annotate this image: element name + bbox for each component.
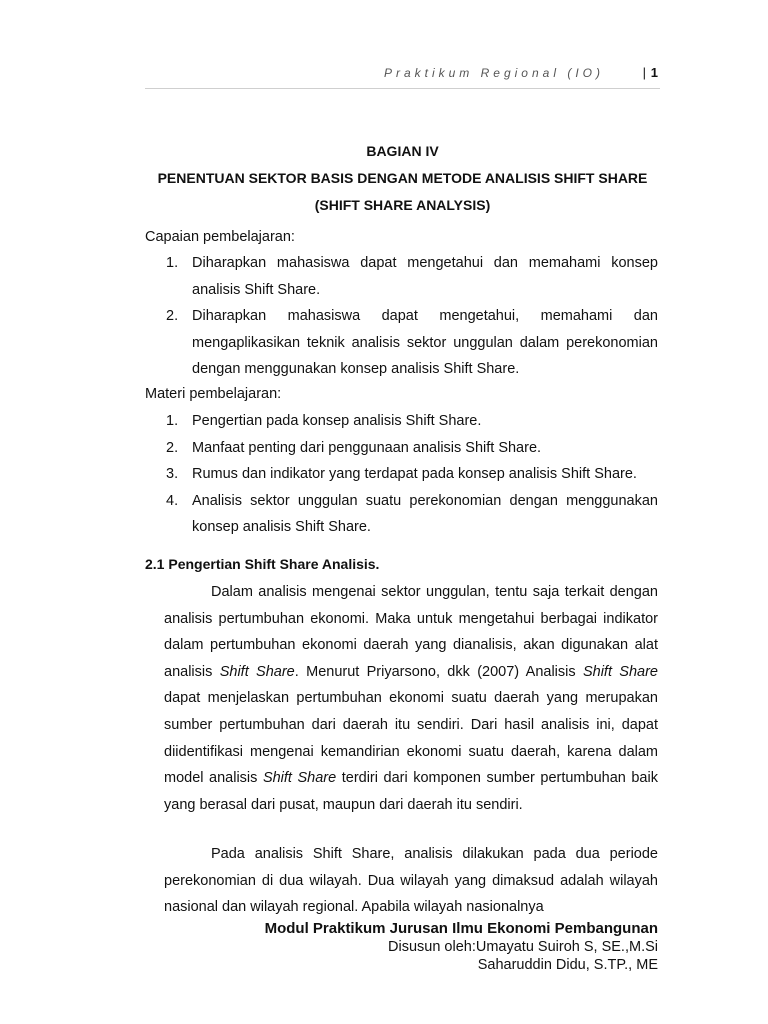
header-separator: | <box>642 65 646 80</box>
list-number: 1. <box>166 255 179 271</box>
list-item <box>166 408 658 435</box>
italic-term: Shift Share <box>582 663 658 680</box>
chapter-title-block <box>145 138 660 219</box>
materi-list <box>166 408 658 541</box>
list-text: Pengertian pada konsep analisis Shift Share. <box>192 413 482 429</box>
materi-label: Materi pembelajaran: <box>145 386 282 402</box>
header-title: Praktikum Regional (IO) <box>383 66 604 80</box>
list-number: 2. <box>166 439 179 456</box>
page-number: 1 <box>650 65 658 80</box>
page-header <box>145 66 660 89</box>
paragraph-2: Pada analisis Shift Share, analisis dilakukan pada dua periode perekonomian di dua wilayah. Dua wilayah yang dimaksud adalah wilayah nasional dan wilayah regional. Apabila wilayah nasionalnya <box>164 846 658 916</box>
list-item <box>166 303 658 383</box>
capaian-list <box>166 250 658 383</box>
list-text: Diharapkan mahasiswa dapat mengetahui dan memahami konsep analisis Shift Share. <box>192 255 658 298</box>
italic-term: Shift Share <box>262 770 337 787</box>
list-text: Manfaat penting dari penggunaan analisis Shift Share. <box>192 439 542 456</box>
list-text: Rumus dan indikator yang terdapat pada konsep analisis Shift Share. <box>192 466 637 482</box>
chapter-subtitle: (SHIFT SHARE ANALYSIS) <box>314 197 491 213</box>
list-number: 2. <box>166 308 179 324</box>
list-number: 4. <box>166 492 179 509</box>
list-text: Diharapkan mahasiswa dapat mengetahui, memahami dan mengaplikasikan teknik analisis sektor unggulan dalam perekonomian dengan menggunakan konsep analisis Shift Share. <box>192 308 658 377</box>
list-text: Analisis sektor unggulan suatu perekonomian dengan menggunakan konsep analisis Shift Share. <box>192 492 658 535</box>
footer-author-1: Disusun oleh:Umayatu Suiroh S, SE.,M.Si <box>388 939 658 955</box>
chapter-label: BAGIAN IV <box>366 143 439 159</box>
list-number: 3. <box>166 466 179 482</box>
italic-term: Shift Share <box>219 663 295 680</box>
list-item <box>166 488 658 541</box>
capaian-label: Capaian pembelajaran: <box>145 229 295 245</box>
list-number: 1. <box>166 413 179 429</box>
paragraph-1: Dalam analisis mengenai sektor unggulan, tentu saja terkait dengan analisis pertumbuhan ekonomi. Maka untuk mengetahui berbagai indikator dalam pertumbuhan ekonomi daerah yang dianalisis, akan digunakan alat analisis Shift Share. Menurut Priyarsono, dkk (2007) Analisis Shift Share dapat menjelaskan pertumbuhan ekonomi suatu daerah yang merupakan sumber pertumbuhan dari daerah itu sendiri. Dari hasil analisis ini, dapat diidentifikasi mengenai kemandirian ekonomi suatu daerah, karena dalam model analisis Shift Share terdiri dari komponen sumber pertumbuhan baik yang berasal dari pusat, maupun dari daerah itu sendiri. <box>164 584 658 813</box>
chapter-title: PENENTUAN SEKTOR BASIS DENGAN METODE ANALISIS SHIFT SHARE <box>157 170 648 186</box>
list-item <box>166 435 658 462</box>
section-heading: 2.1 Pengertian Shift Share Analisis. <box>145 556 380 572</box>
footer-module-title: Modul Praktikum Jurusan Ilmu Ekonomi Pembangunan <box>264 920 658 937</box>
list-item <box>166 250 658 303</box>
page-footer <box>265 919 658 974</box>
footer-author-2: Saharuddin Didu, S.TP., ME <box>477 957 658 973</box>
list-item <box>166 461 658 488</box>
